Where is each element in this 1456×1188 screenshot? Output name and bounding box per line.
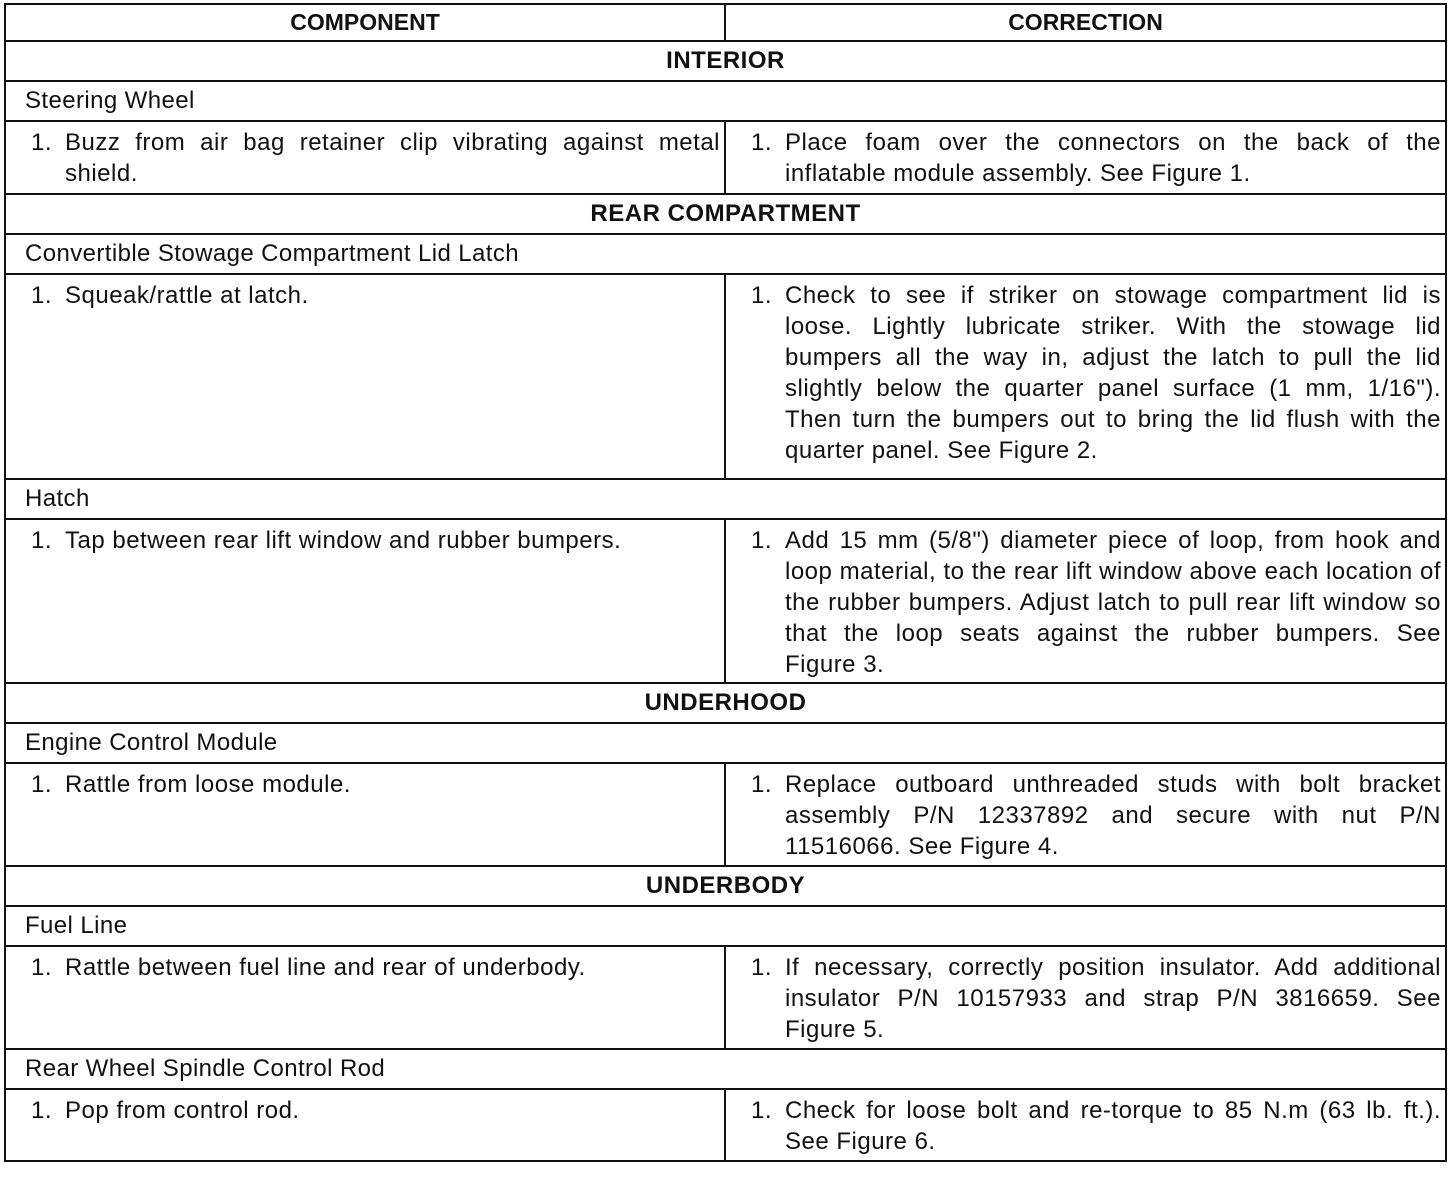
correction-cell — [726, 122, 1445, 193]
correction-cell — [726, 1090, 1445, 1160]
correction-description: Check for loose bolt and re-torque to 85 N.m (63 lb. ft.). See Figure 6. — [785, 1097, 1441, 1155]
item-number: 1. — [751, 771, 773, 798]
item-number: 1. — [31, 954, 53, 981]
component-group-stowage-lid-latch: Convertible Stowage Compartment Lid Latch — [6, 235, 1445, 275]
table-row — [6, 1090, 1445, 1160]
component-group-hatch: Hatch — [6, 480, 1445, 520]
component-description: Tap between rear lift window and rubber bumpers. — [65, 527, 622, 554]
correction-description: If necessary, correctly position insulator. Add additional insulator P/N 10157933 and strap P/N 3816659. See Figure 5. — [785, 954, 1441, 1043]
item-number: 1. — [751, 1097, 773, 1124]
component-description: Rattle between fuel line and rear of underbody. — [65, 954, 586, 981]
correction-table — [4, 3, 1447, 1162]
component-group-spindle-control-rod: Rear Wheel Spindle Control Rod — [6, 1050, 1445, 1090]
component-cell — [6, 275, 726, 478]
component-description: Pop from control rod. — [65, 1097, 300, 1124]
table-header-row — [6, 5, 1445, 42]
item-number: 1. — [751, 129, 773, 156]
column-header-component: COMPONENT — [6, 5, 726, 40]
item-number: 1. — [751, 282, 773, 309]
item-number: 1. — [31, 527, 53, 554]
section-heading-interior: INTERIOR — [6, 42, 1445, 82]
section-heading-underbody: UNDERBODY — [6, 867, 1445, 907]
component-cell — [6, 947, 726, 1048]
item-number: 1. — [751, 527, 773, 554]
correction-cell — [726, 275, 1445, 478]
item-number: 1. — [751, 954, 773, 981]
component-description: Buzz from air bag retainer clip vibrating against metal shield. — [65, 129, 720, 187]
item-number: 1. — [31, 282, 53, 309]
correction-description: Add 15 mm (5/8") diameter piece of loop, from hook and loop material, to the rear lift window above each location of the rubber bumpers. Adjust latch to pull rear lift window so that the loop seats against the rubber bumpers. See Figure 3. — [785, 527, 1441, 678]
correction-description: Check to see if striker on stowage compartment lid is loose. Lightly lubricate striker. With the stowage lid bumpers all the way in, adjust the latch to pull the lid slightly below the quarter panel surface (1 mm, 1/16"). Then turn the bumpers out to bring the lid flush with the quarter panel. See Figure 2. — [785, 282, 1441, 464]
section-heading-underhood: UNDERHOOD — [6, 684, 1445, 724]
table-row — [6, 947, 1445, 1050]
component-group-engine-control-module: Engine Control Module — [6, 724, 1445, 764]
component-group-fuel-line: Fuel Line — [6, 907, 1445, 947]
column-header-correction: CORRECTION — [1008, 9, 1163, 35]
correction-cell — [726, 520, 1445, 682]
table-row — [6, 275, 1445, 480]
table-row — [6, 764, 1445, 867]
table-row — [6, 520, 1445, 684]
correction-description: Replace outboard unthreaded studs with bolt bracket assembly P/N 12337892 and secure with nut P/N 11516066. See Figure 4. — [785, 771, 1441, 860]
component-cell — [6, 764, 726, 865]
item-number: 1. — [31, 1097, 53, 1124]
section-heading-rear-compartment: REAR COMPARTMENT — [6, 195, 1445, 235]
component-description: Squeak/rattle at latch. — [65, 282, 309, 309]
component-cell — [6, 122, 726, 193]
component-cell — [6, 1090, 726, 1160]
item-number: 1. — [31, 771, 53, 798]
correction-cell — [726, 947, 1445, 1048]
component-description: Rattle from loose module. — [65, 771, 351, 798]
component-cell — [6, 520, 726, 682]
item-number: 1. — [31, 129, 53, 156]
correction-cell — [726, 764, 1445, 865]
component-group-steering-wheel: Steering Wheel — [6, 82, 1445, 122]
correction-description: Place foam over the connectors on the back of the inflatable module assembly. See Figure 1. — [785, 129, 1441, 187]
table-row — [6, 122, 1445, 195]
